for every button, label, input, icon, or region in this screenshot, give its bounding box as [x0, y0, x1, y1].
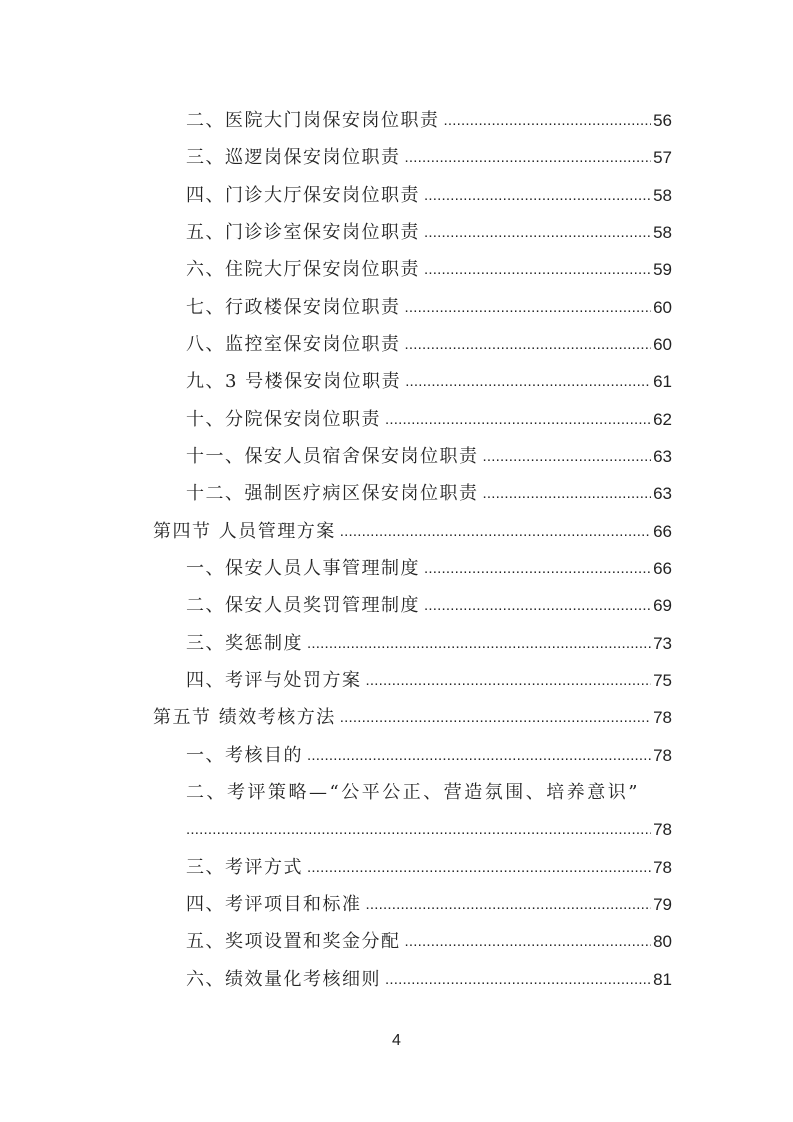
toc-leader-dots [424, 595, 651, 617]
toc-leader-dots [444, 110, 652, 132]
toc-leader-dots [385, 969, 651, 991]
toc-entry-page: 78 [653, 820, 672, 839]
toc-entry[interactable] [186, 218, 672, 244]
toc-entry-title: 一、考核目的 [186, 745, 303, 766]
toc-entry-page: 60 [653, 335, 672, 354]
toc-entry-page: 60 [653, 298, 672, 317]
toc-entry-page: 63 [653, 484, 672, 503]
toc-entry[interactable] [186, 293, 672, 319]
toc-entry-page: 62 [653, 410, 672, 429]
toc-entry-page: 81 [653, 970, 672, 989]
toc-entry-page: 78 [653, 746, 672, 765]
toc-leader-dots [405, 147, 652, 169]
toc-leader-dots [366, 894, 652, 916]
toc-entry-page: 80 [653, 932, 672, 951]
toc-leader-dots [483, 446, 652, 468]
toc-leader-dots [340, 707, 651, 729]
toc-entry-title: 二、医院大门岗保安岗位职责 [186, 110, 440, 131]
toc-leader-dots [483, 483, 652, 505]
toc-entry-title: 六、绩效量化考核细则 [186, 969, 381, 990]
toc-entry-title: 二、考评策略—“公平公正、营造氛围、培养意识” [186, 782, 640, 803]
toc-entry[interactable] [186, 591, 672, 617]
toc-entry-title: 四、考评项目和标准 [186, 894, 362, 915]
toc-entry-page: 58 [653, 223, 672, 242]
toc-entry-page: 57 [653, 148, 672, 167]
toc-section-entry[interactable] [153, 517, 672, 543]
toc-leader-dots [307, 745, 651, 767]
toc-leader-dots [366, 670, 652, 692]
toc-entry[interactable] [186, 405, 672, 431]
toc-entry-page: 61 [653, 372, 672, 391]
toc-leader-dots [186, 819, 651, 841]
toc-leader-dots [405, 371, 651, 393]
toc-entry-title: 六、住院大厅保安岗位职责 [186, 259, 420, 280]
toc-entry-page: 78 [653, 858, 672, 877]
toc-entry-page: 69 [653, 596, 672, 615]
toc-entry-page: 73 [653, 634, 672, 653]
toc-entry-page: 78 [653, 708, 672, 727]
toc-entry[interactable] [186, 666, 672, 692]
toc-entry[interactable] [186, 442, 672, 468]
toc-entry-title: 一、保安人员人事管理制度 [186, 558, 420, 579]
toc-entry-title: 三、奖惩制度 [186, 633, 303, 654]
toc-entry[interactable] [186, 629, 672, 655]
toc-entry-page: 75 [653, 671, 672, 690]
toc-entry-title: 第五节 绩效考核方法 [153, 707, 336, 728]
toc-leader-dots [405, 931, 652, 953]
toc-entry-wrapped-title[interactable] [186, 778, 696, 804]
toc-leader-dots [307, 857, 651, 879]
toc-leader-dots [424, 558, 651, 580]
toc-entry-page: 59 [653, 260, 672, 279]
toc-entry-title: 五、奖项设置和奖金分配 [186, 931, 401, 952]
toc-entry[interactable] [186, 330, 672, 356]
toc-entry[interactable] [186, 143, 672, 169]
toc-entry[interactable] [186, 554, 672, 580]
toc-section-entry[interactable] [153, 703, 672, 729]
toc-entry[interactable] [186, 965, 672, 991]
toc-entry-title: 七、行政楼保安岗位职责 [186, 297, 401, 318]
toc-entry[interactable] [186, 181, 672, 207]
toc-entry-page: 58 [653, 186, 672, 205]
toc-entry-title: 三、巡逻岗保安岗位职责 [186, 147, 401, 168]
toc-entry-title: 十、分院保安岗位职责 [186, 409, 381, 430]
toc-entry-title: 二、保安人员奖罚管理制度 [186, 595, 420, 616]
toc-entry[interactable] [186, 367, 672, 393]
toc-entry[interactable] [186, 106, 672, 132]
toc-entry-wrapped-leader[interactable] [186, 815, 672, 841]
toc-entry-title: 四、门诊大厅保安岗位职责 [186, 185, 420, 206]
toc-entry-page: 66 [653, 559, 672, 578]
toc-entry-title: 十一、保安人员宿舍保安岗位职责 [186, 446, 479, 467]
toc-entry-page: 66 [653, 522, 672, 541]
toc-entry-page: 56 [653, 111, 672, 130]
toc-entry-title: 九、3 号楼保安岗位职责 [186, 371, 402, 392]
toc-entry-title: 三、考评方式 [186, 857, 303, 878]
toc-entry-title: 十二、强制医疗病区保安岗位职责 [186, 483, 479, 504]
toc-leader-dots [405, 334, 652, 356]
toc-entry-title: 五、门诊诊室保安岗位职责 [186, 222, 420, 243]
toc-entry[interactable] [186, 927, 672, 953]
page-number: 4 [392, 1032, 401, 1049]
toc-leader-dots [340, 521, 651, 543]
toc-leader-dots [405, 297, 652, 319]
toc-entry[interactable] [186, 853, 672, 879]
toc-entry-page: 63 [653, 447, 672, 466]
toc-entry[interactable] [186, 255, 672, 281]
toc-entry-title: 四、考评与处罚方案 [186, 670, 362, 691]
toc-entry[interactable] [186, 890, 672, 916]
toc-leader-dots [385, 409, 651, 431]
toc-entry[interactable] [186, 741, 672, 767]
toc-leader-dots [424, 222, 651, 244]
toc-leader-dots [307, 633, 651, 655]
toc-entry[interactable] [186, 479, 672, 505]
toc-leader-dots [424, 259, 651, 281]
toc-leader-dots [424, 185, 651, 207]
toc-entry-title: 八、监控室保安岗位职责 [186, 334, 401, 355]
toc-entry-title: 第四节 人员管理方案 [153, 521, 336, 542]
toc-entry-page: 79 [653, 895, 672, 914]
